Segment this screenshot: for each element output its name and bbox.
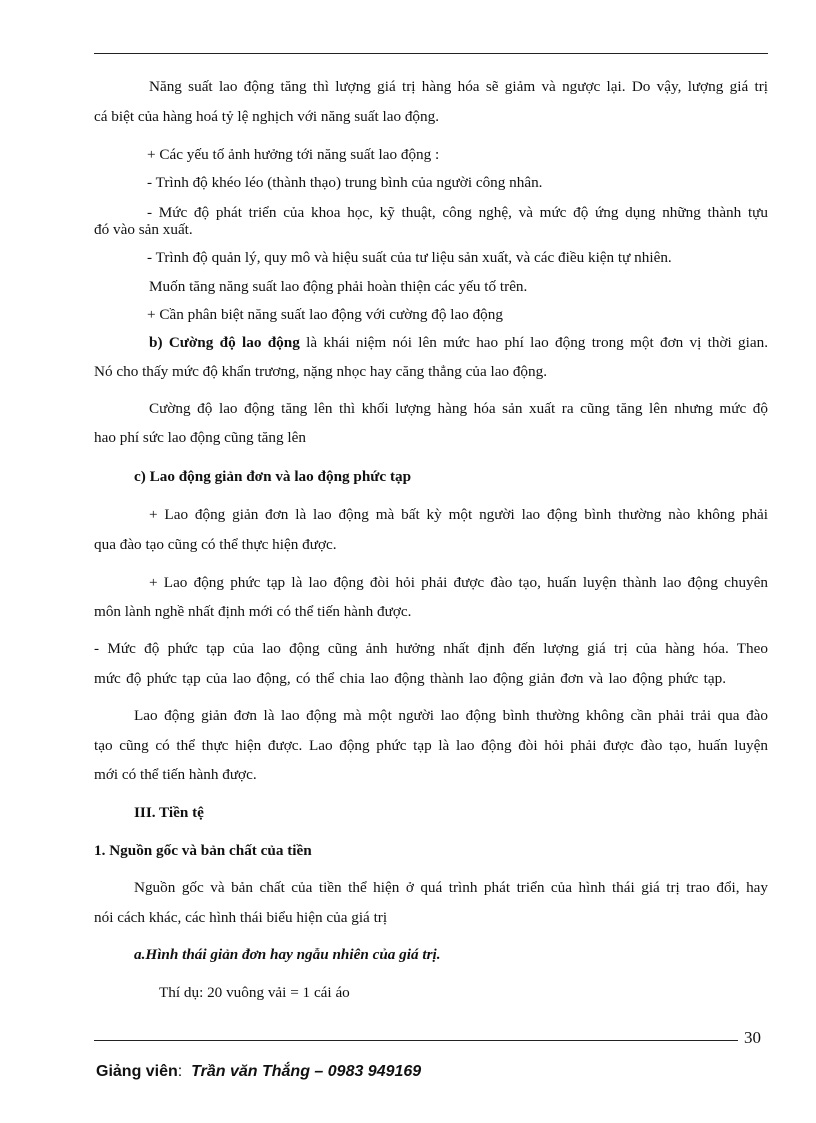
footer: [96, 1062, 421, 1082]
paragraph-line: Năng suất lao động tăng thì lượng giá trị hàng hóa sẽ giảm và ngược lại. Do vậy, lượng giá trị: [149, 78, 768, 95]
header-rule: [94, 53, 768, 54]
paragraph-line: - Trình độ quản lý, quy mô và hiệu suất của tư liệu sản xuất, và các điều kiện tự nhiên.: [147, 249, 672, 266]
paragraph-line: [149, 334, 768, 352]
paragraph-line: + Các yếu tố ảnh hưởng tới năng suất lao động :: [147, 146, 440, 163]
footer-colon: :: [177, 1063, 183, 1080]
term-definition: là khái niệm nói lên mức hao phí lao động trong một đơn vị thời gian.: [299, 334, 768, 351]
paragraph-line: tạo cũng có thể thực hiện được. Lao động phức tạp là lao động đòi hỏi phải được đào tạo, huấn luyện: [94, 737, 768, 754]
paragraph-line: cá biệt của hàng hoá tỷ lệ nghịch với năng suất lao động.: [94, 108, 440, 125]
paragraph-line: Thí dụ: 20 vuông vải = 1 cái áo: [159, 984, 350, 1001]
paragraph-line: Nguồn gốc và bản chất của tiền thể hiện ở quá trình phát triển của hình thái giá trị trao đổi, hay: [134, 879, 768, 896]
paragraph-line: hao phí sức lao động cũng tăng lên: [94, 429, 306, 446]
paragraph-line: Nó cho thấy mức độ khẩn trương, nặng nhọc hay căng thẳng của lao động.: [94, 363, 547, 380]
paragraph-line: Cường độ lao động tăng lên thì khối lượng hàng hóa sản xuất ra cũng tăng lên nhưng mức độ: [149, 400, 768, 417]
footer-author: Trần văn Thắng – 0983 949169: [191, 1063, 422, 1080]
footer-label: Giảng viên: [96, 1063, 178, 1080]
paragraph-line: mới có thể tiến hành được.: [94, 766, 257, 783]
paragraph-line: - Trình độ khéo léo (thành thạo) trung bình của người công nhân.: [147, 174, 543, 191]
paragraph-line: - Mức độ phát triển của khoa học, kỹ thuật, công nghệ, và mức độ ứng dụng những thành tựu: [147, 204, 768, 221]
paragraph-line: - Mức độ phức tạp của lao động cũng ảnh hưởng nhất định đến lượng giá trị của hàng hóa. Theo: [94, 640, 768, 657]
paragraph-line: mức độ phức tạp của lao động, có thể chia lao động thành lao động giản đơn và lao động phức tạp.: [94, 670, 726, 687]
paragraph-line: nói cách khác, các hình thái biểu hiện của giá trị: [94, 909, 388, 926]
paragraph-line: + Lao động giản đơn là lao động mà bất kỳ một người lao động bình thường nào không phải: [149, 506, 768, 523]
section-heading: 1. Nguồn gốc và bản chất của tiền: [94, 842, 312, 859]
paragraph-line: + Lao động phức tạp là lao động đòi hỏi phải được đào tạo, huấn luyện thành lao động chuyên: [149, 574, 768, 591]
section-heading: c) Lao động giản đơn và lao động phức tạp: [134, 468, 412, 485]
section-heading: a.Hình thái giản đơn hay ngẫu nhiên của giá trị.: [134, 946, 441, 963]
page-number: 30: [744, 1028, 761, 1047]
paragraph-line: đó vào sản xuất.: [94, 221, 193, 238]
paragraph-line: môn lành nghề nhất định mới có thể tiến hành được.: [94, 603, 412, 620]
paragraph-line: + Cần phân biệt năng suất lao động với cường độ lao động: [147, 306, 503, 323]
section-heading: III. Tiền tệ: [134, 804, 204, 821]
term-bold: b) Cường độ lao động: [149, 334, 300, 351]
paragraph-line: qua đào tạo cũng có thể thực hiện được.: [94, 536, 337, 553]
paragraph-line: Muốn tăng năng suất lao động phải hoàn thiện các yếu tố trên.: [149, 278, 528, 295]
paragraph-line: Lao động giản đơn là lao động mà một người lao động bình thường không cần phải trải qua đào: [134, 707, 768, 724]
footer-rule: [94, 1040, 738, 1041]
